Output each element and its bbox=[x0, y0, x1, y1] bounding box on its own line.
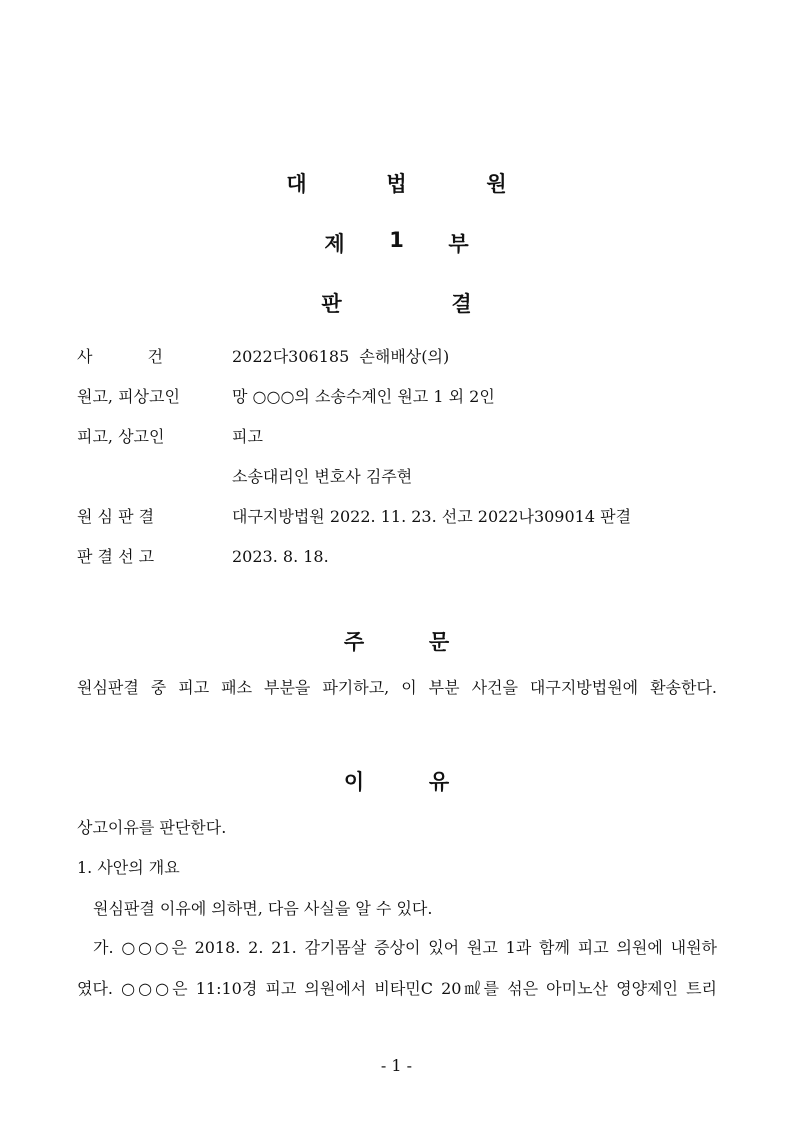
reasons-heading bbox=[0, 766, 793, 796]
court-title-char: 법 bbox=[386, 172, 407, 196]
judgment-title bbox=[0, 288, 793, 318]
item-ga-line-2: 였다. ○○○은 11:10경 피고 의원에서 비타민C 20㎖를 섞은 아미노산 영양제인 트리 bbox=[77, 979, 717, 998]
case-label-char: 사 bbox=[77, 347, 93, 366]
order-heading bbox=[0, 626, 793, 656]
item-ga-line-1: 가. ○○○은 2018. 2. 21. 감기몸살 증상이 있어 원고 1과 함께 피고 의원에 내원하 bbox=[93, 938, 717, 957]
defendant-label: 피고, 상고인 bbox=[77, 427, 165, 446]
judgment-title-char: 판 bbox=[321, 292, 342, 316]
court-title-char: 원 bbox=[486, 172, 507, 196]
plaintiff-value: 망 ○○○의 소송수계인 원고 1 외 2인 bbox=[232, 387, 495, 406]
court-title-char: 대 bbox=[286, 172, 307, 196]
order-heading-char: 주 bbox=[343, 630, 365, 654]
division-title-char: 제 bbox=[324, 232, 345, 256]
case-number-value: 2022다306185 손해배상(의) bbox=[232, 347, 450, 366]
plaintiff-label: 원고, 피상고인 bbox=[77, 387, 180, 406]
case-label-char: 건 bbox=[147, 347, 163, 366]
court-title bbox=[0, 168, 793, 198]
section-1-lead: 원심판결 이유에 의하면, 다음 사실을 알 수 있다. bbox=[93, 899, 433, 918]
reasons-intro: 상고이유를 판단한다. bbox=[77, 818, 227, 837]
order-heading-char: 문 bbox=[428, 630, 450, 654]
order-text: 원심판결 중 피고 패소 부분을 파기하고, 이 부분 사건을 대구지방법원에 환송한다. bbox=[77, 678, 717, 697]
reasons-heading-char: 유 bbox=[428, 770, 450, 794]
attorney-value: 소송대리인 변호사 김주현 bbox=[232, 467, 413, 486]
decision-date-label: 판 결 선 고 bbox=[77, 547, 155, 566]
page-number: - 1 - bbox=[380, 1056, 413, 1075]
lower-court-label: 원 심 판 결 bbox=[77, 507, 155, 526]
division-title-char: 1 bbox=[389, 228, 404, 252]
defendant-value: 피고 bbox=[232, 427, 263, 446]
division-title bbox=[0, 228, 793, 258]
reasons-heading-char: 이 bbox=[343, 770, 365, 794]
division-title-char: 부 bbox=[448, 232, 469, 256]
judgment-title-char: 결 bbox=[451, 292, 472, 316]
decision-date-value: 2023. 8. 18. bbox=[232, 547, 329, 566]
lower-court-value: 대구지방법원 2022. 11. 23. 선고 2022나309014 판결 bbox=[232, 507, 632, 526]
section-1-title: 1. 사안의 개요 bbox=[77, 858, 180, 877]
case-label bbox=[77, 346, 163, 368]
